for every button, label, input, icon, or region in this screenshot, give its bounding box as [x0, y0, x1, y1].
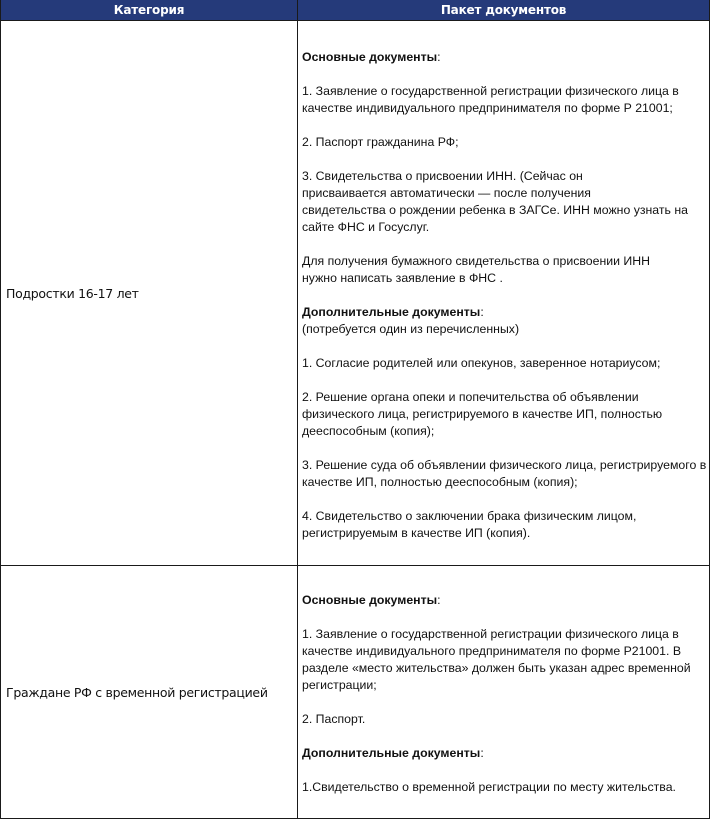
list-item: 1. Заявление о государственной регистрации физического лица в качестве индивидуального предпринимателя по форме Р 21001; [302, 83, 679, 115]
list-item: 3. Свидетельства о присвоении ИНН. (Сейчас он присваивается автоматически — после получения свидетельства о рождении ребенка в ЗАГСе. ИНН можно узнать на сайте ФНС и Госуслуг. [302, 168, 688, 234]
main-docs-heading: Основные документы: [302, 49, 441, 64]
list-item: 4. Свидетельство о заключении брака физическим лицом, регистрируемым в качестве ИП (копия). [302, 508, 637, 540]
table-row [1, 21, 710, 566]
column-header-category: Категория [1, 0, 298, 21]
extra-docs-heading: Дополнительные документы: [302, 746, 484, 760]
table-row [1, 566, 710, 819]
category-cell: Граждане РФ с временной регистрацией [1, 566, 298, 819]
extra-docs-heading: Дополнительные документы: [302, 304, 484, 319]
list-item: 2. Паспорт гражданина РФ; [302, 134, 459, 149]
package-cell [298, 566, 710, 819]
column-header-package: Пакет документов [298, 0, 710, 21]
list-item: 1. Заявление о государственной регистрации физического лица в качестве индивидуального предпринимателя по форме Р21001. В разделе «место жительства» должен быть указан адрес временной регистрации; [302, 627, 691, 692]
list-item: 2. Паспорт. [302, 712, 366, 726]
list-item: 2. Решение органа опеки и попечительства об объявлении физического лица, регистрируемого в качестве ИП, полностью дееспособным (копия); [302, 389, 663, 438]
extra-docs-note: (потребуется один из перечисленных) [302, 321, 520, 336]
list-item: 1. Согласие родителей или опекунов, заверенное нотариусом; [302, 355, 661, 370]
table-header-row [1, 0, 710, 21]
main-docs-heading: Основные документы: [302, 593, 441, 607]
list-item: 1.Свидетельство о временной регистрации по месту жительства. [302, 780, 676, 794]
package-cell [298, 21, 710, 566]
category-cell: Подростки 16-17 лет [1, 21, 298, 566]
list-item: 3. Решение суда об объявлении физического лица, регистрируемого в качестве ИП, полностью дееспособным (копия); [302, 457, 707, 489]
list-item: Для получения бумажного свидетельства о присвоении ИНН нужно написать заявление в ФНС . [302, 253, 650, 285]
